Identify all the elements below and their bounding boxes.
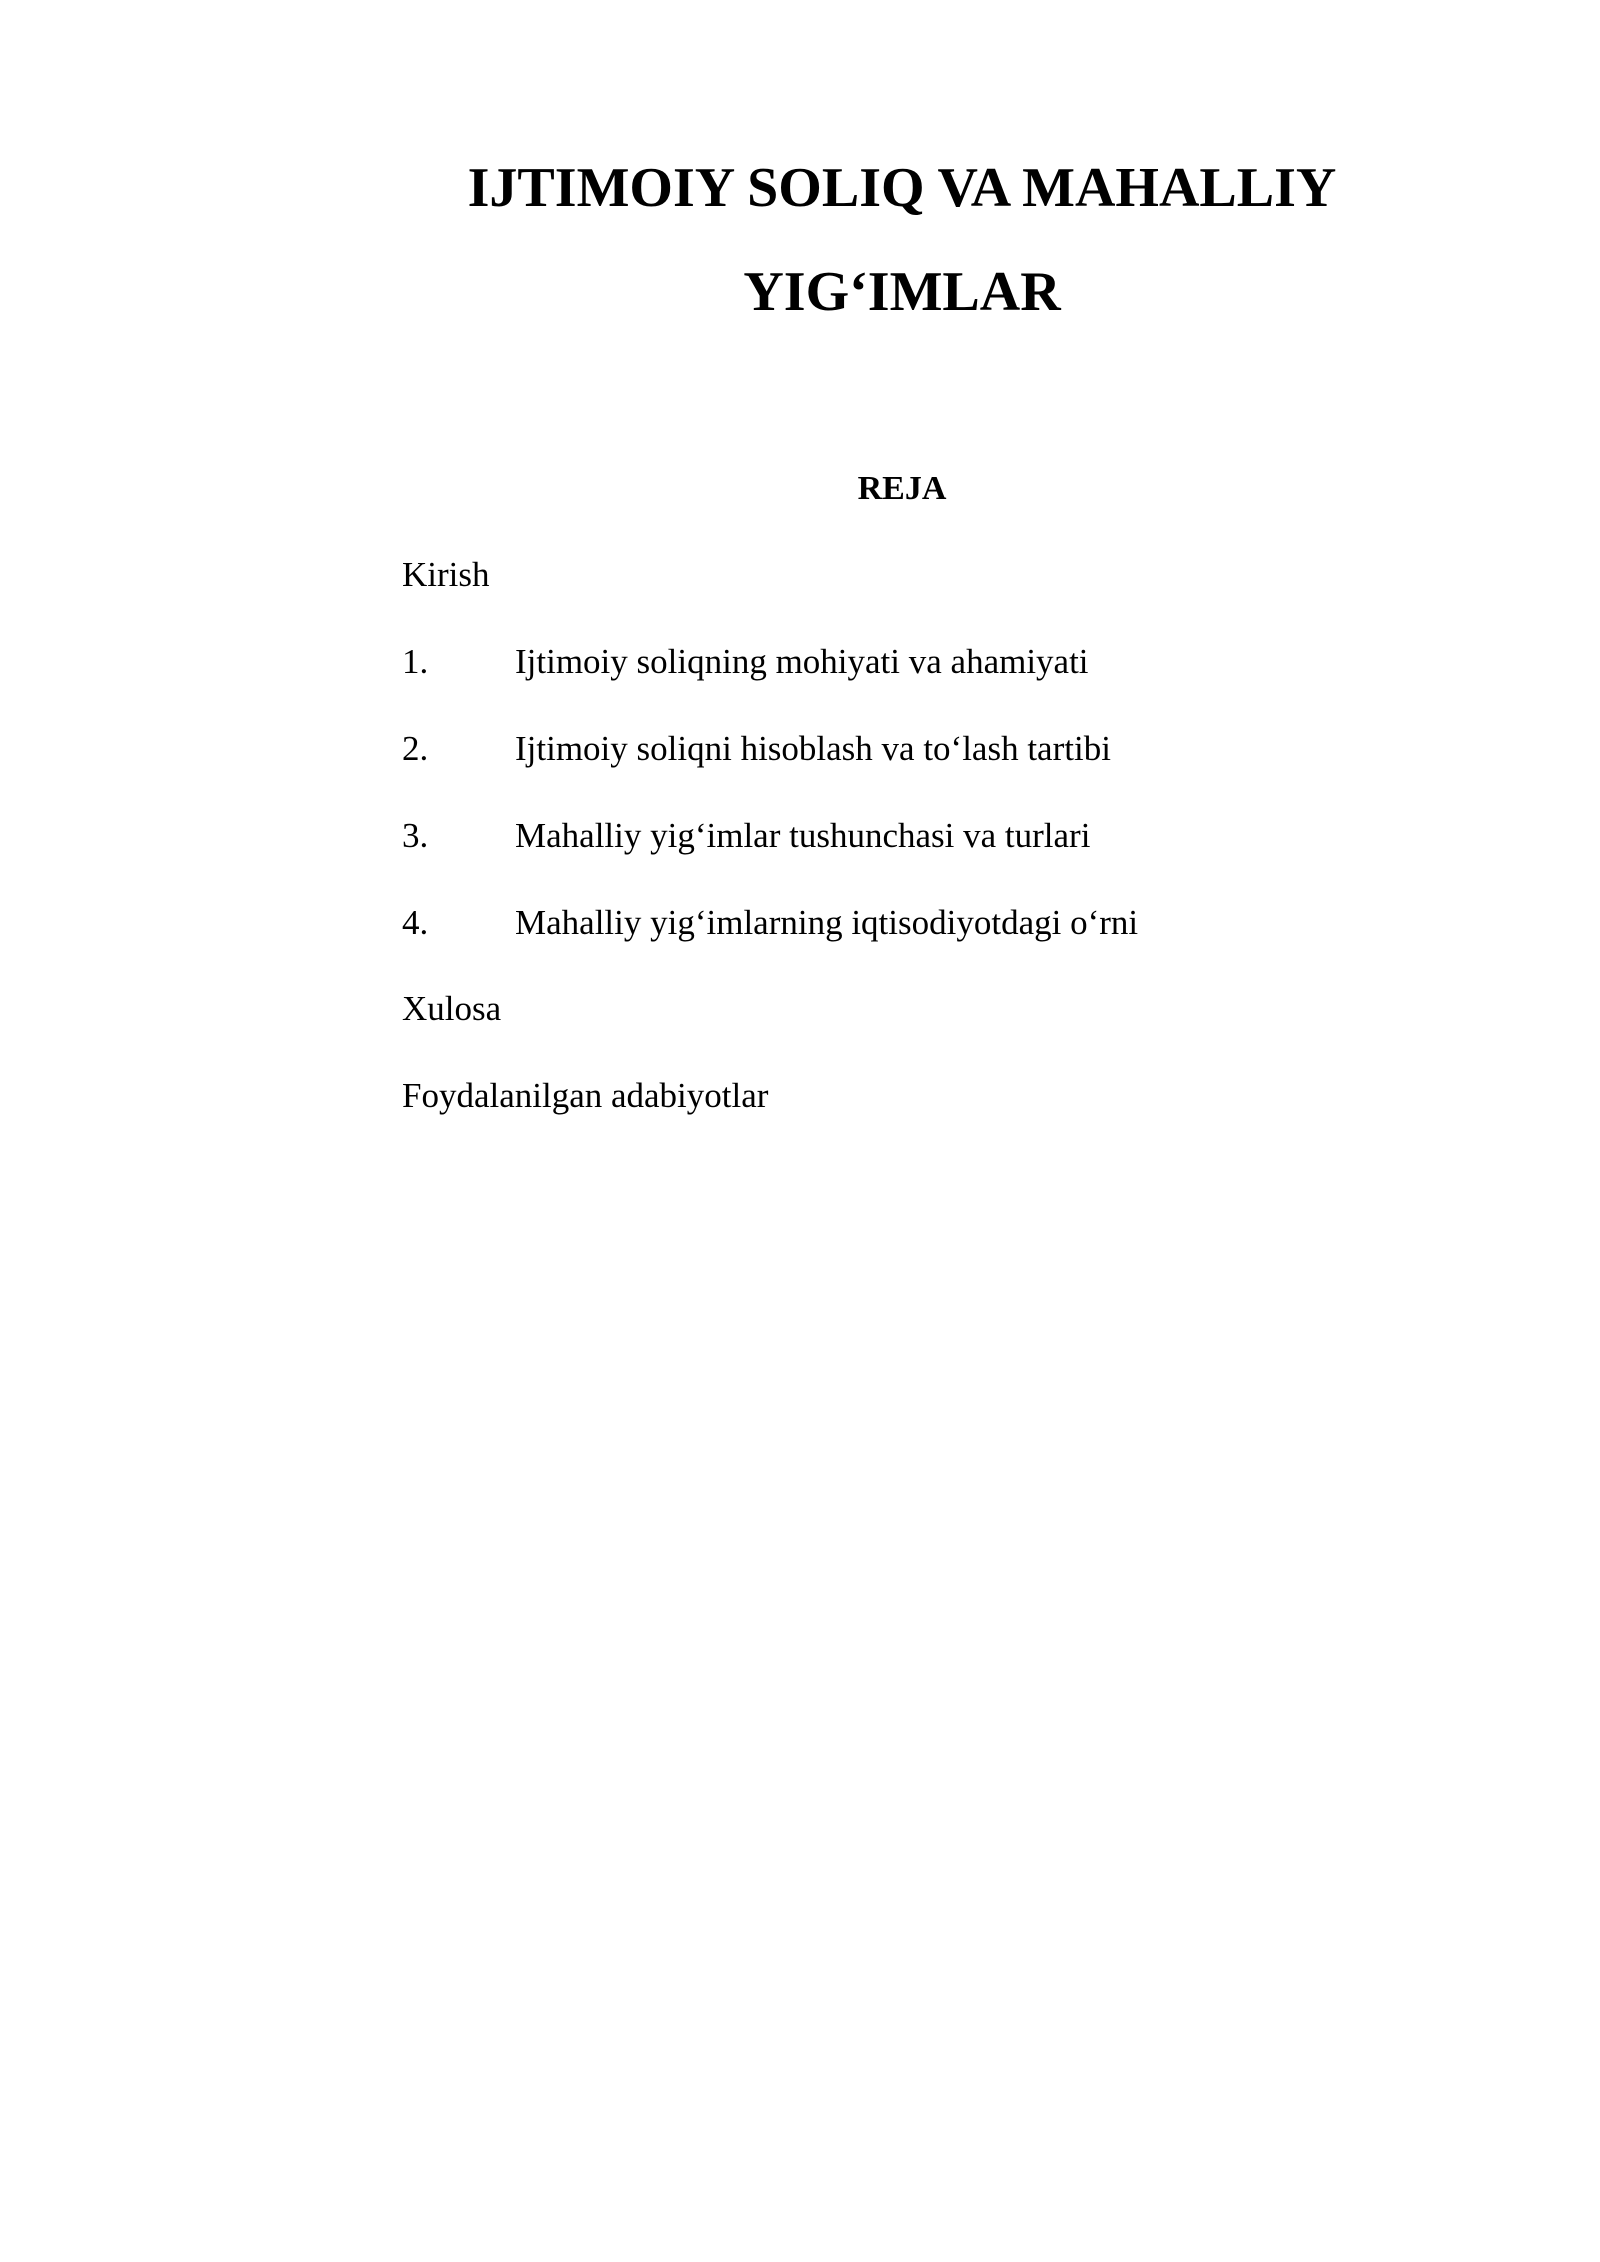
plan-item-text: Mahalliy yig‘imlarning iqtisodiyotdagi o‘rni: [515, 903, 1139, 942]
title-line-1: IJTIMOIY SOLIQ VA MAHALLIY: [467, 157, 1337, 219]
plan-item-number: 3.: [402, 816, 429, 855]
plan-item-number: 1.: [402, 642, 429, 681]
plan-item-text: Ijtimoiy soliqni hisoblash va to‘lash tartibi: [515, 729, 1111, 768]
document-title: [402, 136, 1402, 344]
plan-references: Foydalanilgan adabiyotlar: [402, 1076, 769, 1115]
plan-item-text: Mahalliy yig‘imlar tushunchasi va turlari: [515, 816, 1091, 855]
plan-item-text: Ijtimoiy soliqning mohiyati va ahamiyati: [515, 642, 1089, 681]
plan-item-number: 4.: [402, 903, 429, 942]
plan-heading: REJA: [857, 470, 947, 507]
title-line-2: YIG‘IMLAR: [743, 261, 1061, 323]
plan-item-number: 2.: [402, 729, 429, 768]
plan-conclusion: Xulosa: [402, 989, 502, 1028]
plan-item: [402, 637, 1089, 687]
plan-item: [402, 898, 1138, 948]
plan-intro: Kirish: [402, 555, 490, 594]
plan-item: [402, 811, 1090, 861]
plan-item: [402, 724, 1111, 774]
